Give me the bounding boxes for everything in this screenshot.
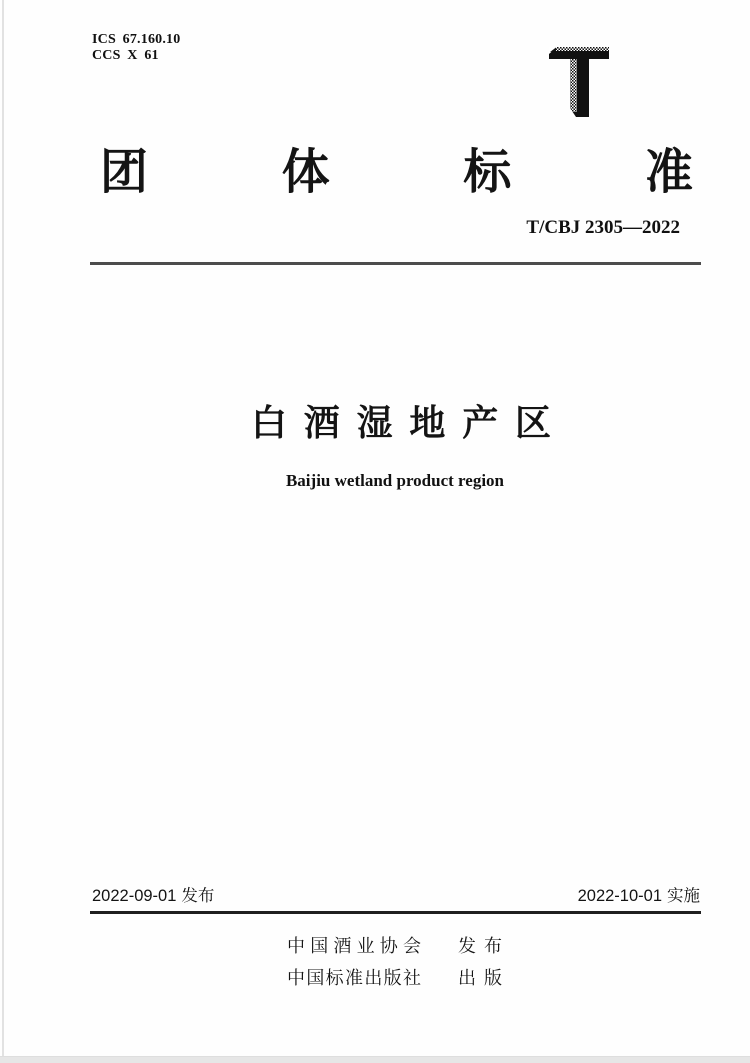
- char: 准: [344, 968, 363, 988]
- char: 白: [251, 402, 288, 443]
- implement-date-item: [578, 885, 700, 907]
- publisher-name: [287, 935, 421, 958]
- char: 酒: [303, 402, 340, 443]
- dates-row: [92, 885, 700, 907]
- char: 布: [484, 936, 502, 956]
- char: 国: [310, 936, 329, 956]
- char: 标: [463, 146, 512, 199]
- publisher-name: [287, 967, 421, 990]
- classification-codes: [92, 32, 180, 64]
- footer-rule: [90, 911, 701, 914]
- char: 出: [364, 968, 383, 988]
- char: 发: [458, 936, 476, 956]
- char: 版: [484, 968, 502, 988]
- char: 区: [514, 402, 551, 443]
- header-rule: [90, 262, 701, 265]
- issue-date-label: 发布: [181, 887, 215, 905]
- char: 中: [287, 968, 305, 988]
- page-edge-left: [2, 0, 4, 1063]
- publishers-block: [287, 935, 502, 999]
- implement-date: 2022-10-01: [577, 887, 662, 905]
- char: 版: [383, 968, 402, 988]
- ccs-code: CCS X 61: [92, 48, 159, 63]
- char: 体: [281, 146, 330, 199]
- page-edge-bottom: [0, 1056, 750, 1063]
- issue-date-item: [92, 885, 214, 907]
- char: 业: [356, 936, 375, 956]
- char: 团: [100, 146, 149, 199]
- group-standard-t-logo: [548, 44, 610, 118]
- char: 中: [287, 936, 305, 956]
- standard-type-title: [100, 146, 693, 200]
- standard-number: T/CBJ 2305—2022: [526, 217, 680, 238]
- document-title-en: Baijiu wetland product region: [285, 471, 505, 490]
- issue-date: 2022-09-01: [92, 887, 177, 905]
- char: 标: [325, 968, 344, 988]
- char: 会: [402, 936, 421, 956]
- char: 产: [462, 402, 499, 443]
- char: 准: [644, 146, 693, 199]
- char: 国: [306, 968, 325, 988]
- char: 湿: [356, 402, 393, 443]
- publisher-role: [458, 935, 502, 958]
- char: 协: [379, 936, 398, 956]
- publisher-row: [287, 967, 502, 990]
- char: 酒: [333, 936, 352, 956]
- document-title-zh: [251, 403, 551, 443]
- ics-code: ICS 67.160.10: [92, 32, 181, 47]
- char: 社: [402, 968, 421, 988]
- char: 出: [458, 968, 476, 988]
- publisher-role: [458, 967, 502, 990]
- char: 地: [409, 402, 446, 443]
- publisher-row: [287, 935, 502, 958]
- implement-date-label: 实施: [667, 887, 700, 905]
